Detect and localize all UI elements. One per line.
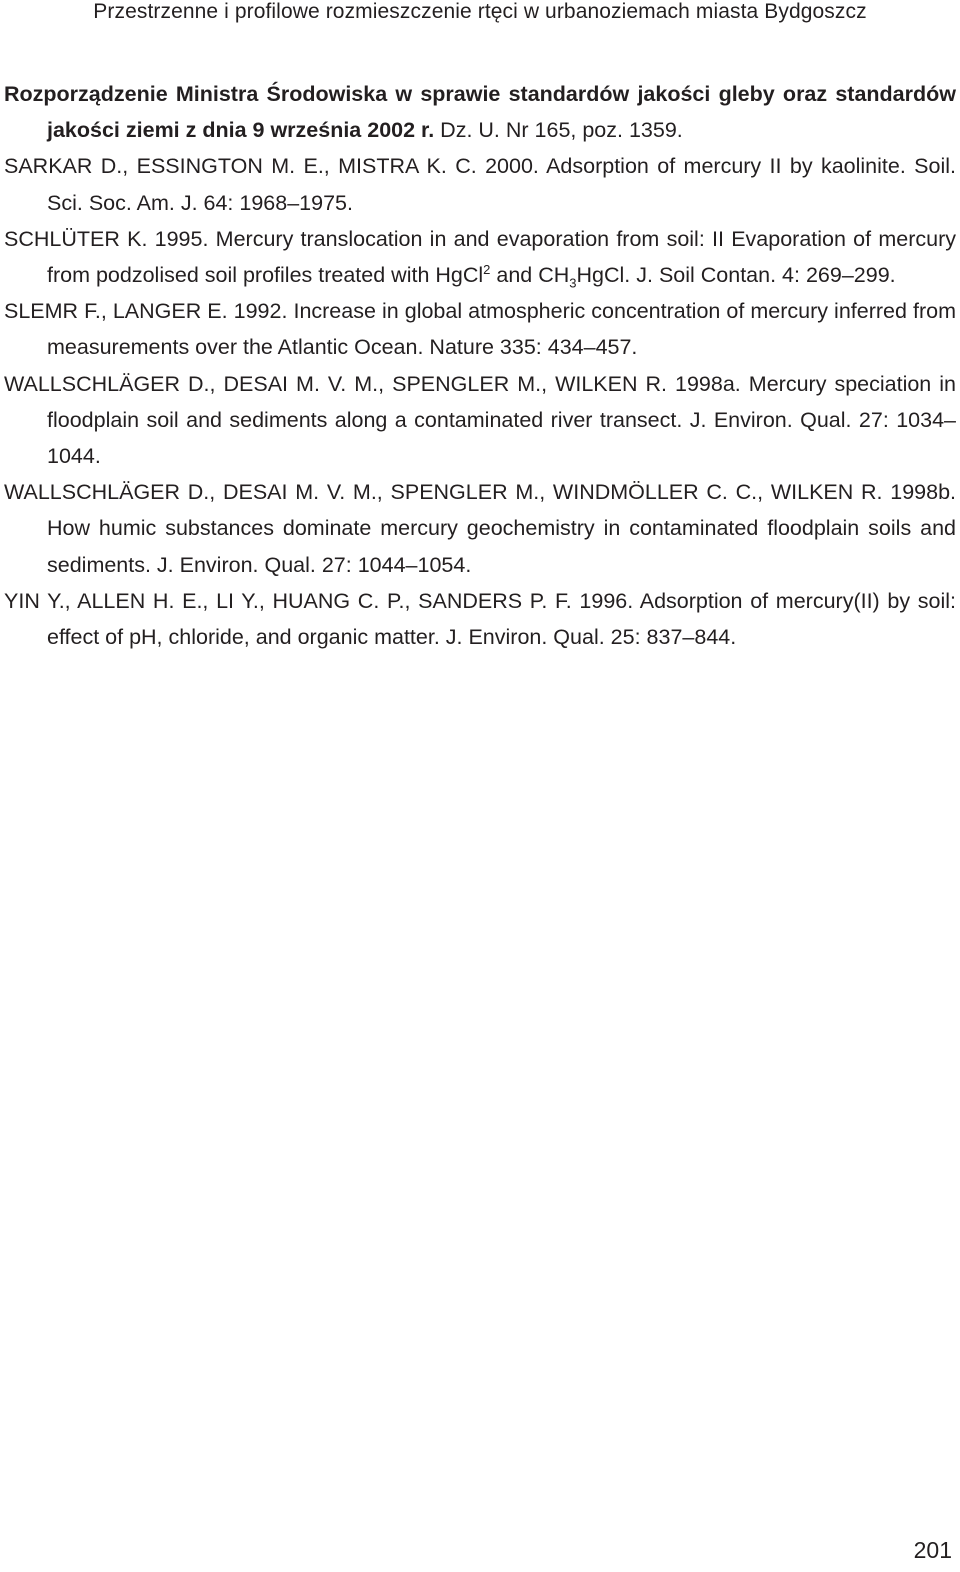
reference-authors: SLEMR F., LANGER E. 1992.	[4, 299, 288, 324]
reference-text: Adsorption of mercury(II) by soil: effect of pH, chloride, and organic matter. J. Environ. Qual. 25: 837–844.	[47, 588, 957, 650]
page-number: 201	[913, 1537, 952, 1563]
reference-source: Dz. U. Nr 165, poz. 1359.	[434, 118, 683, 143]
reference-list	[4, 76, 956, 655]
reference-text: Increase in global atmospheric concentration of mercury inferred from measurements over the Atlantic Ocean. Nature 335: 434–457.	[47, 299, 956, 360]
reference-text: Mercury translocation in and evaporation from soil: II Evaporation of mercury from podzolised soil profiles treated with HgCl	[47, 226, 956, 288]
reference-item	[4, 221, 956, 293]
reference-text: HgCl. J. Soil Contan. 4: 269–299.	[576, 263, 896, 288]
reference-item	[4, 474, 956, 583]
reference-authors: WALLSCHLÄGER D., DESAI M. V. M., SPENGLER M., WILKEN R. 1998a.	[4, 371, 741, 396]
reference-item	[4, 148, 956, 220]
reference-text: How humic substances dominate mercury geochemistry in contaminated floodplain soils and sediments. J. Environ. Qual. 27: 1044–1054.	[47, 516, 956, 577]
reference-item	[4, 583, 956, 655]
subscript: 3	[569, 275, 577, 291]
superscript: 2	[483, 261, 491, 277]
reference-text: Adsorption of mercury II by kaolinite. Soil. Sci. Soc. Am. J. 64: 1968–1975.	[47, 154, 956, 215]
reference-bold-title: Rozporządzenie Ministra Środowiska w sprawie standardów jakości gleby oraz standardów jakości ziemi z dnia 9 września 2002 r.	[4, 82, 956, 143]
reference-text: and CH	[490, 263, 570, 288]
reference-item	[4, 76, 956, 148]
reference-authors: SARKAR D., ESSINGTON M. E., MISTRA K. C. 2000.	[4, 154, 539, 179]
reference-authors: WALLSCHLÄGER D., DESAI M. V. M., SPENGLER M., WINDMÖLLER C. C., WILKEN R. 1998b.	[4, 480, 956, 505]
running-header: Przestrzenne i profilowe rozmieszczenie rtęci w urbanoziemach miasta Bydgoszcz	[93, 0, 867, 23]
reference-authors: YIN Y., ALLEN H. E., LI Y., HUANG C. P., SANDERS P. F. 1996.	[4, 588, 634, 613]
reference-text: Mercury speciation in floodplain soil and sediments along a contaminated river transect. J. Environ. Qual. 27: 1034–1044.	[47, 371, 956, 469]
reference-item	[4, 366, 956, 475]
reference-item	[4, 293, 956, 365]
reference-authors: SCHLÜTER K. 1995.	[4, 226, 209, 251]
